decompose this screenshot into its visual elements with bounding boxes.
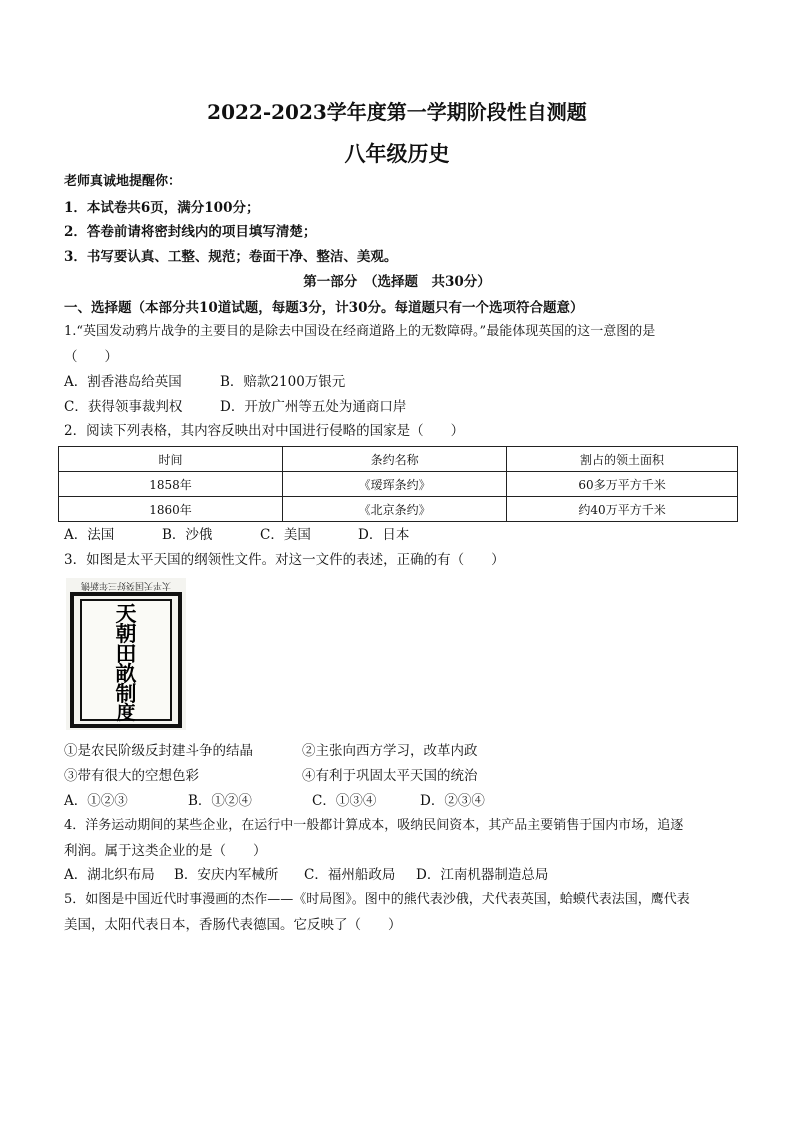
q5-stem-line1: 5．如图是中国近代时事漫画的杰作——《时局图》。图中的熊代表沙俄，犬代表英国，蛤蟆代表法国，鹰代表 [64, 892, 690, 907]
notice-item-3: 3．书写要认真、工整、规范；卷面干净、整洁、美观。 [64, 249, 398, 265]
notice-item-2: 2．答卷前请将密封线内的项目填写清楚； [64, 224, 317, 240]
q2-option-b[interactable]: B．沙俄 [162, 527, 213, 543]
tianchao-tianmu-zhidu-document-image [66, 578, 186, 730]
q4-option-c[interactable]: C．福州船政局 [304, 867, 396, 883]
q4-option-d[interactable]: D．江南机器制造总局 [416, 867, 549, 883]
notice-item-1: 1．本试卷共6页，满分100分； [64, 200, 260, 216]
q4-options [64, 865, 548, 885]
q3-option-b[interactable]: B．①②④ [188, 793, 252, 809]
q1-option-b[interactable]: B．赔款2100万银元 [220, 374, 346, 390]
section-heading: 一、选择题（本部分共10道试题，每题3分，计30分。每道题只有一个选项符合题意） [64, 300, 584, 316]
exam-title: 2022-2023学年度第一学期阶段性自测题 [207, 100, 587, 124]
q3-statements-row2 [64, 766, 478, 786]
table-cell: 《瑷珲条约》 [283, 472, 507, 497]
q1-option-d[interactable]: D．开放广州等五处为通商口岸 [220, 399, 407, 415]
image-char: 田 [115, 641, 137, 666]
q2-option-c[interactable]: C．美国 [260, 527, 311, 543]
table-cell: 1860年 [59, 497, 283, 522]
q1-option-a[interactable]: A．割香港岛给英国 [64, 374, 182, 390]
q3-option-a[interactable]: A．①②③ [64, 793, 128, 809]
image-char: 制 [115, 681, 137, 706]
q2-treaty-table [58, 446, 738, 522]
table-cell: 60多万平方千米 [507, 472, 738, 497]
q3-statement-4: ④有利于巩固太平天国的统治 [302, 768, 478, 784]
q3-option-d[interactable]: D．②③④ [420, 793, 485, 809]
q4-stem-line1: 4．洋务运动期间的某些企业，在运行中一般都计算成本，吸纳民间资本，其产品主要销售于国内市场，追逐 [64, 818, 684, 833]
notice-heading: 老师真诚地提醒你： [64, 174, 182, 189]
q4-option-b[interactable]: B．安庆内军械所 [174, 867, 279, 883]
q1-options-row2 [64, 397, 406, 417]
q3-stem: 3．如图是太平天国的纲领性文件。对这一文件的表述，正确的有（ ） [64, 552, 505, 568]
q5-stem-line2: 美国，太阳代表日本，香肠代表德国。它反映了（ ） [64, 917, 402, 933]
table-header-cell: 条约名称 [283, 447, 507, 472]
q2-options [64, 525, 409, 545]
q1-options-row1 [64, 372, 345, 392]
q2-option-d[interactable]: D．日本 [358, 527, 410, 543]
table-header-row [59, 447, 738, 472]
image-top-text: 太平天国癸好三年新镌 [80, 580, 172, 590]
q2-option-a[interactable]: A．法国 [64, 527, 115, 543]
q1-stem-line2: （ ） [64, 349, 118, 365]
q3-statements-row1 [64, 741, 478, 761]
q3-statement-2: ②主张向西方学习，改革内政 [302, 743, 478, 759]
table-row [59, 497, 738, 522]
table-cell: 《北京条约》 [283, 497, 507, 522]
table-header-cell: 时间 [59, 447, 283, 472]
table-cell: 约40万平方千米 [507, 497, 738, 522]
q1-option-c[interactable]: C．获得领事裁判权 [64, 399, 183, 415]
q4-stem-line2: 利润。属于这类企业的是（ ） [64, 843, 267, 859]
exam-subject: 八年级历史 [344, 141, 450, 166]
table-row [59, 472, 738, 497]
image-char: 度 [116, 702, 136, 724]
q4-option-a[interactable]: A．湖北织布局 [64, 867, 155, 883]
image-char: 畝 [115, 661, 137, 686]
q3-statement-1: ①是农民阶级反封建斗争的结晶 [64, 743, 253, 759]
image-char: 天 [115, 601, 137, 626]
q2-stem: 2．阅读下列表格，其内容反映出对中国进行侵略的国家是（ ） [64, 423, 465, 439]
part-label: 第一部分 （选择题 共30分） [303, 274, 491, 290]
q3-statement-3: ③带有很大的空想色彩 [64, 768, 199, 784]
image-char: 朝 [115, 621, 137, 646]
q3-options [64, 791, 485, 811]
q1-stem-line1: 1.“英国发动鸦片战争的主要目的是除去中国设在经商道路上的无数障碍。”最能体现英国的这一意图的是 [64, 324, 656, 339]
table-cell: 1858年 [59, 472, 283, 497]
table-header-cell: 割占的领土面积 [507, 447, 738, 472]
q3-option-c[interactable]: C．①③④ [312, 793, 377, 809]
